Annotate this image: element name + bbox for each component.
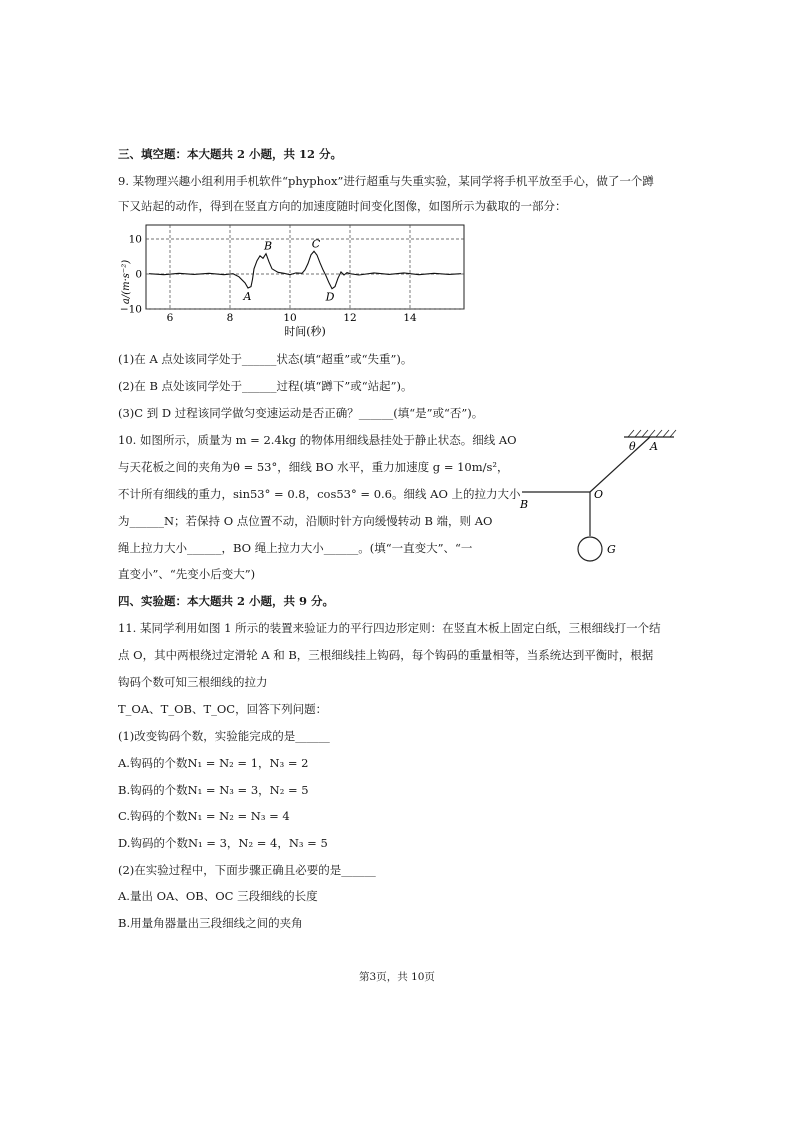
plot-frame: [146, 225, 464, 309]
grid-lines: [146, 225, 464, 309]
ceiling-hatching: [628, 430, 676, 437]
q11-line3: 钩码个数可知三根细线的拉力: [118, 675, 268, 689]
q11-option-a2: A.量出 OA、OB、OC 三段细线的长度: [118, 889, 318, 903]
string-ao: [590, 437, 650, 492]
q10-line6: 直变小”、“先变小后变大”): [118, 567, 256, 581]
q9-stem-line1: 9. 某物理兴趣小组利用手机软件“phyphox”进行超重与失重实验，某同学将手机平放至手心，做了一个蹲: [118, 174, 654, 188]
q11-option-b: B.钩码的个数N₁ = N₃ = 3，N₂ = 5: [118, 783, 309, 797]
label-b: B: [520, 498, 529, 511]
y-tick-label: 0: [135, 268, 142, 281]
section3-heading: 三、填空题：本大题共 2 小题，共 12 分。: [118, 147, 343, 161]
y-tick-label: 10: [128, 233, 142, 246]
point-label-c: C: [311, 237, 321, 251]
label-o: O: [594, 488, 604, 501]
section4-heading: 四、实验题：本大题共 2 小题，共 9 分。: [118, 594, 335, 608]
q11-line4: T_OA、T_OB、T_OC，回答下列问题：: [118, 702, 328, 716]
q9-stem-line2: 下又站起的动作，得到在竖直方向的加速度随时间变化图像，如图所示为截取的一部分：: [118, 199, 567, 213]
x-tick-label: 10: [283, 312, 297, 324]
x-tick-label: 8: [226, 312, 234, 324]
q10-line5: 绳上拉力大小______，BO 绳上拉力大小______。(填“一直变大”、“一: [118, 541, 473, 555]
q9-sub3: (3)C 到 D 过程该同学做匀变速运动是否正确？______(填“是”或“否”)。: [118, 406, 484, 420]
q11-option-d: D.钩码的个数N₁ = 3，N₂ = 4，N₃ = 5: [118, 836, 328, 850]
q11-sub2: (2)在实验过程中，下面步骤正确且必要的是______: [118, 863, 376, 877]
page-footer: 第3页，共 10页: [359, 971, 435, 983]
q9-sub1: (1)在 A 点处该同学处于______状态(填“超重”或“失重”)。: [118, 352, 413, 366]
x-tick-label: 6: [166, 312, 174, 324]
hanging-weight-diagram: [508, 428, 684, 570]
acceleration-chart: [118, 222, 478, 340]
q10-line4: 为______N；若保持 O 点位置不动，沿顺时针方向缓慢转动 B 端，则 AO: [118, 514, 493, 528]
point-label-d: D: [325, 290, 335, 304]
label-g: G: [607, 543, 616, 556]
label-a: A: [650, 440, 658, 453]
q10-line3: 不计所有细线的重力，sin53° = 0.8，cos53° = 0.6。细线 AO 上的拉力大小: [118, 487, 521, 501]
q11-option-a: A.钩码的个数N₁ = N₂ = 1，N₃ = 2: [118, 756, 309, 770]
q11-line2: 点 O，其中两根绕过定滑轮 A 和 B，三根细线挂上钩码，每个钩码的重量相等，当系统达到平衡时，根据: [118, 648, 654, 662]
point-label-b: B: [263, 239, 273, 253]
q11-option-b2: B.用量角器量出三段细线之间的夹角: [118, 916, 303, 930]
x-tick-label: 12: [343, 312, 357, 324]
point-labels: [243, 237, 335, 303]
q11-sub1: (1)改变钩码个数，实验能完成的是______: [118, 729, 330, 743]
q11-option-c: C.钩码的个数N₁ = N₂ = N₃ = 4: [118, 809, 290, 823]
acceleration-curve: [149, 251, 461, 288]
y-tick-label: −10: [119, 303, 142, 316]
x-tick-label: 14: [403, 312, 417, 324]
y-axis-label: a/(m·s⁻²): [121, 259, 132, 305]
point-label-a: A: [243, 290, 252, 303]
q9-sub2: (2)在 B 点处该同学处于______过程(填“蹲下”或“站起”)。: [118, 379, 413, 393]
q10-line1: 10. 如图所示，质量为 m = 2.4kg 的物体用细线悬挂处于静止状态。细线 AO: [118, 433, 517, 447]
q10-line2: 与天花板之间的夹角为θ = 53°，细线 BO 水平，重力加速度 g = 10m/s²，: [118, 460, 509, 474]
weight-ball: [578, 537, 602, 561]
x-ticks: [167, 312, 417, 324]
q11-line1: 11. 某同学利用如图 1 所示的装置来验证力的平行四边形定则：在竖直木板上固定白纸，三根细线打一个结: [118, 621, 661, 635]
label-theta: θ: [629, 440, 636, 453]
x-axis-label: 时间(秒): [284, 325, 326, 338]
